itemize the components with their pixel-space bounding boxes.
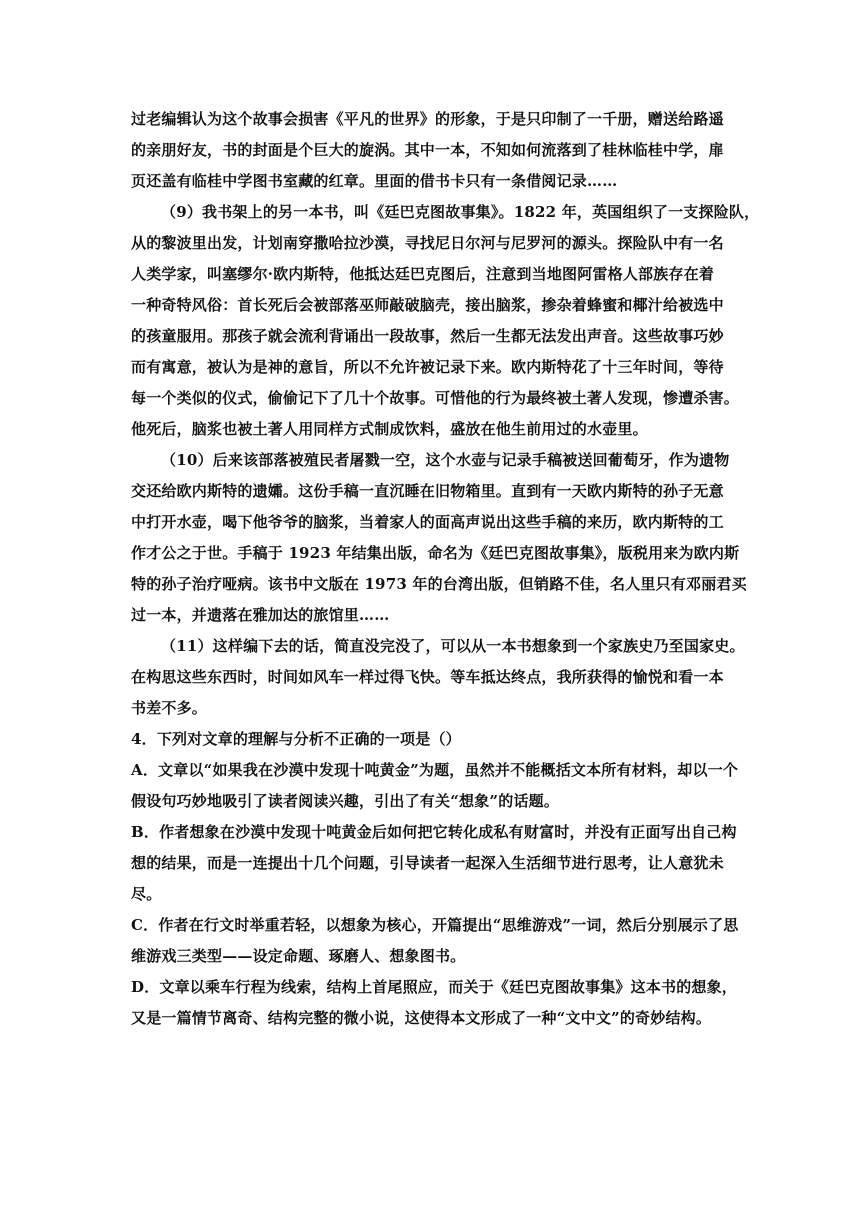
text-line: 人类学家，叫塞缪尔·欧内斯特，他抵达廷巴克图后，注意到当地图阿雷格人部族存在着 <box>131 265 715 283</box>
text-line: 过一本，并遗落在雅加达的旅馆里…… <box>131 606 390 624</box>
option-line: A．文章以“如果我在沙漠中发现十吨黄金”为题，虽然并不能概括文本所有材料，却以一个 <box>131 761 739 779</box>
text-line: 中打开水壶，喝下他爷爷的脑浆，当着家人的面高声说出这些手稿的来历，欧内斯特的工 <box>131 513 724 531</box>
text-line: 从的黎波里出发，计划南穿撒哈拉沙漠，寻找尼日尔河与尼罗河的源头。探险队中有一名 <box>131 234 724 252</box>
option-b <box>131 817 737 910</box>
paragraph-8-tail <box>131 104 731 197</box>
text-line: 他死后，脑浆也被土著人用同样方式制成饮料，盛放在他生前用过的水壶里。 <box>131 420 648 438</box>
option-line: B．作者想象在沙漠中发现十吨黄金后如何把它转化成私有财富时，并没有正面写出自己构 <box>131 823 737 841</box>
option-line: 假设句巧妙地吸引了读者阅读兴趣，引出了有关“想象”的话题。 <box>131 792 560 810</box>
option-line: 尽。 <box>131 885 162 903</box>
question-4 <box>131 724 739 1034</box>
document-page <box>131 104 760 1034</box>
option-line: 又是一篇情节离奇、结构完整的微小说，这使得本文形成了一种“文中文”的奇妙结构。 <box>131 1009 712 1027</box>
question-stem: 4．下列对文章的理解与分析不正确的一项是（） <box>131 730 461 748</box>
text-line: （9）我书架上的另一本书，叫《廷巴克图故事集》。1822 年，英国组织了一支探险队， <box>161 203 760 221</box>
paragraph-11 <box>131 631 745 724</box>
option-d <box>131 972 738 1034</box>
text-line: 特的孙子治疗哑病。该书中文版在 1973 年的台湾出版，但销路不佳，名人里只有邓丽君买 <box>131 575 747 593</box>
text-line: 一种奇特风俗：首长死后会被部落巫师敲破脑壳，接出脑浆，掺杂着蜂蜜和椰汁给被选中 <box>131 296 724 314</box>
text-line: 每一个类似的仪式，偷偷记下了几十个故事。可惜他的行为最终被土著人发现，惨遭杀害。 <box>131 389 740 407</box>
option-line: 想的结果，而是一连提出十几个问题，引导读者一起深入生活细节进行思考，让人意犹未 <box>131 854 724 872</box>
option-line: D．文章以乘车行程为线索，结构上首尾照应，而关于《廷巴克图故事集》这本书的想象， <box>131 978 738 996</box>
text-line: 书差不多。 <box>131 699 208 717</box>
option-a <box>131 755 739 817</box>
text-line: （11）这样编下去的话，简直没完没了，可以从一本书想象到一个家族史乃至国家史。 <box>161 637 745 655</box>
option-line: 维游戏三类型——设定命题、琢磨人、想象图书。 <box>131 947 466 965</box>
option-c <box>131 910 739 972</box>
text-line: 的孩童服用。那孩子就会流利背诵出一段故事，然后一生都无法发出声音。这些故事巧妙 <box>131 327 724 345</box>
option-line: C．作者在行文时举重若轻，以想象为核心，开篇提出“思维游戏”一词，然后分别展示了思 <box>131 916 739 934</box>
text-line: 在构思这些东西时，时间如风车一样过得飞快。等车抵达终点，我所获得的愉悦和看一本 <box>131 668 724 686</box>
text-line: 交还给欧内斯特的遗孀。这份手稿一直沉睡在旧物箱里。直到有一天欧内斯特的孙子无意 <box>131 482 724 500</box>
text-line: 而有寓意，被认为是神的意旨，所以不允许被记录下来。欧内斯特花了十三年时间，等待 <box>131 358 724 376</box>
text-line: 过老编辑认为这个故事会损害《平凡的世界》的形象，于是只印制了一千册，赠送给路遥 <box>131 110 724 128</box>
text-line: 的亲朋好友，书的封面是个巨大的旋涡。其中一本，不知如何流落到了桂林临桂中学，扉 <box>131 141 724 159</box>
text-line: 页还盖有临桂中学图书室藏的红章。里面的借书卡只有一条借阅记录…… <box>131 172 618 190</box>
text-line: （10）后来该部落被殖民者屠戮一空，这个水壶与记录手稿被送回葡萄牙，作为遗物 <box>161 451 730 469</box>
paragraph-9 <box>131 197 760 445</box>
paragraph-10 <box>131 445 747 631</box>
text-line: 作才公之于世。手稿于 1923 年结集出版，命名为《廷巴克图故事集》，版税用来为欧内斯 <box>131 544 740 562</box>
